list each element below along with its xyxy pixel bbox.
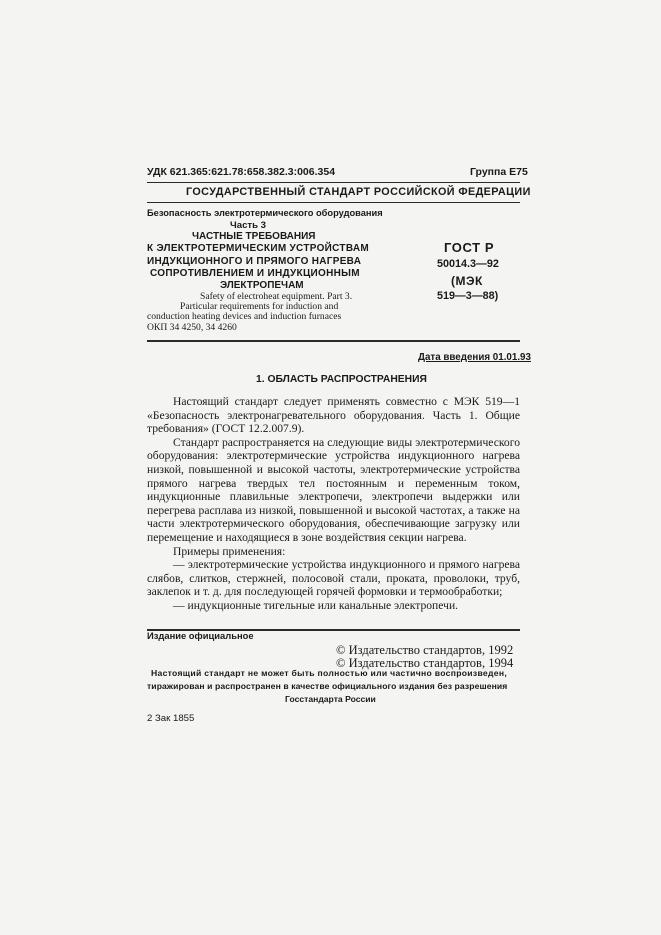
notice-line: Госстандарта России [285, 694, 376, 704]
title-line: ЧАСТНЫЕ ТРЕБОВАНИЯ [192, 231, 316, 242]
section-body [147, 395, 520, 613]
paragraph-scope-reference: Настоящий стандарт следует применять совместно с МЭК 519—1 «Безопасность электронагревательного оборудования. Часть 1. Общие требования» (ГОСТ 12.2.007.9). [147, 395, 520, 436]
iec-label: (МЭК [451, 274, 483, 288]
iec-number: 519—3—88) [437, 290, 499, 302]
part-number: Часть 3 [230, 220, 267, 231]
english-line: conduction heating devices and induction furnaces [147, 311, 342, 322]
english-line: Particular requirements for induction and [180, 301, 339, 312]
title-line: СОПРОТИВЛЕНИЕМ И ИНДУКЦИОННЫМ [150, 268, 360, 279]
example-item: — индукционные тигельные или канальные электропечи. [173, 598, 459, 612]
paragraph-scope-types: Стандарт распространяется на следующие виды электротермического оборудования: электротермические устройства индукционного нагрева низкой, повышенной и высокой частоты, электротермические устройства прямого нагрева твердых тел постоянным и переменным током, индукционные плавильные электропечи, электропечи выдержки или перегрева расплава из низкой, повышенной и высокой частотах, а также на части электротермического оборудования, обеспечивающие загрузку или перемещение и находящиеся в зоне воздействия секции нагрева. [147, 435, 520, 544]
gost-number: 50014.3—92 [437, 258, 499, 270]
title-block-rule [147, 340, 520, 342]
gost-label: ГОСТ Р [444, 240, 495, 255]
title-line: ЭЛЕКТРОПЕЧАМ [220, 280, 304, 291]
title-line: ИНДУКЦИОННОГО И ПРЯМОГО НАГРЕВА [147, 256, 362, 267]
title-line: К ЭЛЕКТРОТЕРМИЧЕСКИМ УСТРОЙСТВАМ [147, 243, 369, 254]
notice-line: тиражирован и распространен в качестве официального издания без разрешения [147, 681, 508, 691]
standard-title: ГОСУДАРСТВЕННЫЙ СТАНДАРТ РОССИЙСКОЙ ФЕДЕРАЦИИ [186, 186, 531, 198]
order-number: 2 Зак 1855 [147, 713, 195, 724]
udk-code: УДК 621.365:621.78:658.382.3:006.354 [147, 166, 336, 178]
header-rule-top [147, 182, 520, 183]
examples-label: Примеры применения: [173, 544, 286, 558]
okp-code: ОКП 34 4250, 34 4260 [147, 322, 237, 333]
header-rule-bottom [147, 202, 520, 203]
notice-line: Настоящий стандарт не может быть полностью или частично воспроизведен, [151, 668, 508, 678]
group-code: Группа Е75 [470, 166, 528, 178]
example-item: — электротермические устройства индукционного и прямого нагрева слябов, слитков, стержней, полосовой стали, проката, проволоки, труб, заклепок и т. д. для последующей горячей формовки и термообработки; [147, 558, 520, 599]
official-edition: Издание официальное [147, 630, 254, 641]
series-title: Безопасность электротермического оборудования [147, 208, 383, 218]
copyright-1994: © Издательство стандартов, 1994 [336, 656, 514, 670]
introduction-date: Дата введения 01.01.93 [418, 352, 531, 363]
section-heading: 1. ОБЛАСТЬ РАСПРОСТРАНЕНИЯ [256, 374, 427, 385]
english-line: Safety of electroheat equipment. Part 3. [200, 291, 353, 302]
copyright-1992: © Издательство стандартов, 1992 [336, 643, 514, 657]
